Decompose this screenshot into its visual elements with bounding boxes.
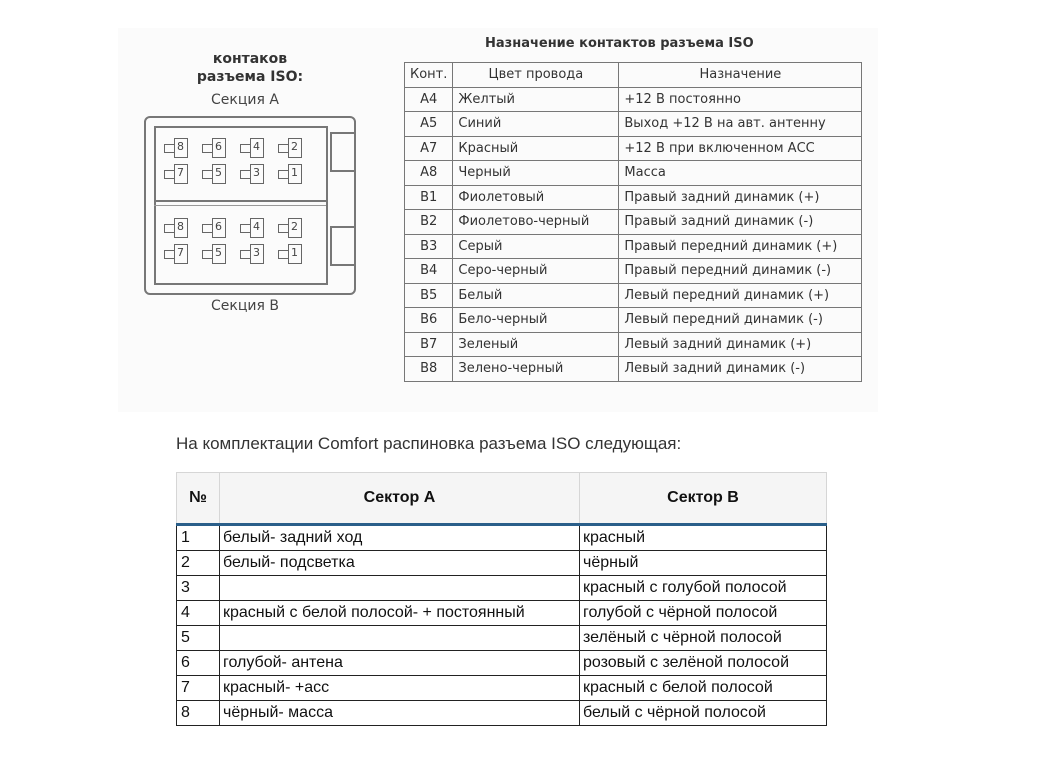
pin-icon: 7 (162, 164, 192, 184)
table-row: B1 Фиолетовый Правый задний динамик (+) (405, 185, 862, 210)
pin-icon: 6 (200, 218, 230, 238)
section-a-pins (162, 138, 312, 184)
table-row: 1 белый- задний ход красный (177, 525, 827, 551)
pin-icon: 4 (238, 138, 268, 158)
table-header-row (405, 63, 862, 88)
header-wire-color: Цвет провода (453, 63, 619, 88)
iso-contacts-table (404, 62, 862, 382)
pin-icon: 4 (238, 218, 268, 238)
latch-b (330, 226, 356, 266)
connector-diagram (140, 50, 360, 325)
table-header-row (177, 473, 827, 525)
pin-icon: 2 (276, 138, 306, 158)
header-sector-b: Сектор В (580, 473, 827, 525)
pin-icon: 8 (162, 218, 192, 238)
table-row: A4 Желтый +12 В постоянно (405, 87, 862, 112)
table-row: B8 Зелено-черный Левый задний динамик (-) (405, 357, 862, 382)
header-number: № (177, 473, 220, 525)
table-row: A8 Черный Масса (405, 161, 862, 186)
header-sector-a: Сектор А (220, 473, 580, 525)
section-b-pins (162, 218, 312, 264)
pin-icon: 5 (200, 244, 230, 264)
section-divider (154, 200, 326, 206)
table-row: B4 Серо-черный Правый передний динамик (-) (405, 259, 862, 284)
table-row: B2 Фиолетово-черный Правый задний динамик (-) (405, 210, 862, 235)
diagram-title-line2: разъема ISO: (196, 69, 304, 85)
table-row: B3 Серый Правый передний динамик (+) (405, 234, 862, 259)
table-row: 4 красный с белой полосой- + постоянный голубой с чёрной полосой (177, 601, 827, 626)
table-row: 7 красный- +асс красный с белой полосой (177, 676, 827, 701)
pin-icon: 7 (162, 244, 192, 264)
pin-icon: 1 (276, 164, 306, 184)
iso-connector-outline (144, 116, 356, 295)
pin-icon: 6 (200, 138, 230, 158)
table-row: 5 зелёный с чёрной полосой (177, 626, 827, 651)
intro-paragraph: На комплектации Comfort распиновка разъема ISO следующая: (176, 434, 682, 453)
pin-icon: 2 (276, 218, 306, 238)
table-row: A7 Красный +12 В при включенном АСС (405, 136, 862, 161)
table-row: B7 Зеленый Левый задний динамик (+) (405, 332, 862, 357)
table-row: 8 чёрный- масса белый с чёрной полосой (177, 701, 827, 726)
pin-icon: 1 (276, 244, 306, 264)
latch-a (330, 132, 356, 172)
section-b-label: Секция В (211, 298, 279, 314)
section-a-label: Секция А (211, 92, 279, 108)
iso-table-title: Назначение контактов разъема ISO (485, 36, 754, 51)
table-row: 6 голубой- антена розовый с зелёной полосой (177, 651, 827, 676)
table-row: A5 Синий Выход +12 В на авт. антенну (405, 112, 862, 137)
pin-icon: 3 (238, 164, 268, 184)
header-contact: Конт. (405, 63, 453, 88)
pin-icon: 3 (238, 244, 268, 264)
pin-icon: 8 (162, 138, 192, 158)
pin-icon: 5 (200, 164, 230, 184)
comfort-pinout-table (176, 472, 827, 726)
header-purpose: Назначение (619, 63, 862, 88)
table-row: B5 Белый Левый передний динамик (+) (405, 283, 862, 308)
table-row: B6 Бело-черный Левый передний динамик (-) (405, 308, 862, 333)
table-row: 2 белый- подсветка чёрный (177, 551, 827, 576)
diagram-title-line1: контаков (212, 51, 288, 67)
table-row: 3 красный с голубой полосой (177, 576, 827, 601)
